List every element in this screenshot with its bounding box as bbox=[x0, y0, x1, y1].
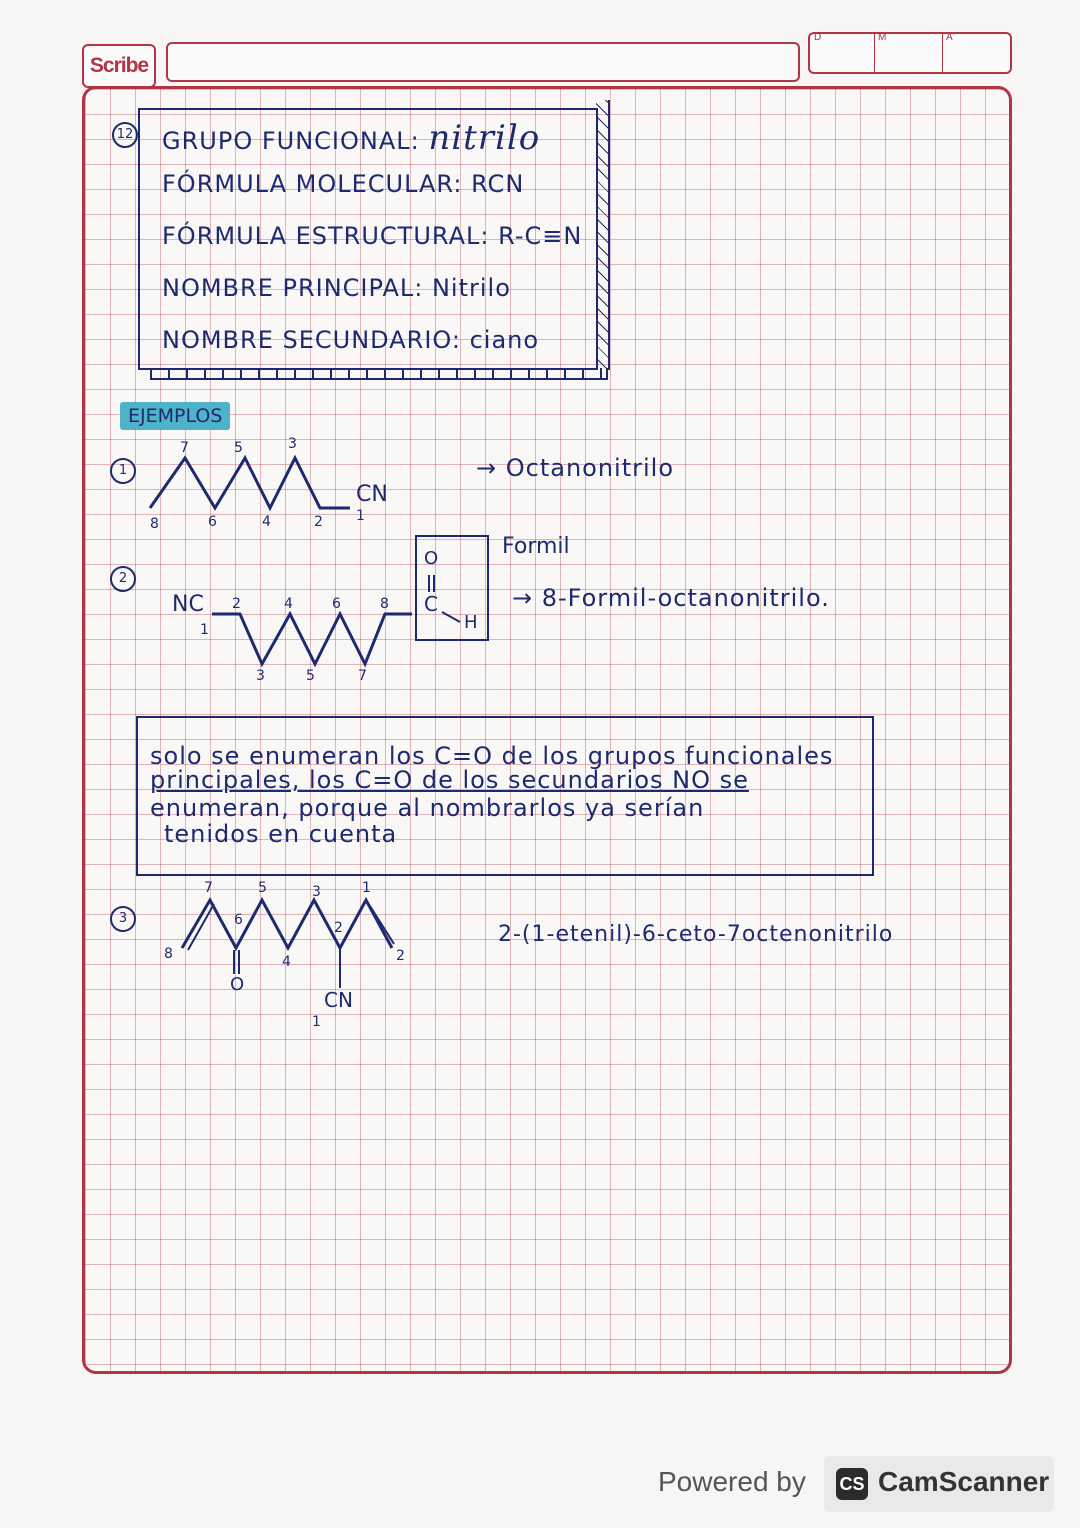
grupo-funcional-line: GRUPO FUNCIONAL: nitrilo bbox=[162, 118, 541, 158]
scribe-logo: Scribe bbox=[82, 44, 156, 88]
formula-molecular-line: FÓRMULA MOLECULAR: RCN bbox=[162, 170, 525, 198]
ex3-label-7: 7 bbox=[204, 880, 213, 896]
ex1-label-4: 4 bbox=[262, 514, 271, 530]
examples-title: EJEMPLOS bbox=[120, 402, 230, 430]
ex1-label-3: 3 bbox=[288, 436, 297, 452]
note-line-3: enumeran, porque al nombrarlos ya serían bbox=[150, 794, 705, 822]
example-1-badge: 1 bbox=[110, 458, 136, 484]
ex2-label-4: 4 bbox=[284, 596, 293, 612]
ex3-label-3: 3 bbox=[312, 884, 321, 900]
ex2-label-3: 3 bbox=[256, 668, 265, 684]
example-2-note: Formil bbox=[502, 534, 570, 559]
date-day-label: D bbox=[814, 32, 822, 43]
ex2-label-1: 1 bbox=[200, 622, 209, 638]
ex2-label-7: 7 bbox=[358, 668, 367, 684]
card-3d-bottom bbox=[150, 368, 608, 380]
formula-estructural-line: FÓRMULA ESTRUCTURAL: R-C≡N bbox=[162, 222, 583, 250]
ex2-label-5: 5 bbox=[306, 668, 315, 684]
ex2-label-8: 8 bbox=[380, 596, 389, 612]
note-line-1: solo se enumeran los C=O de los grupos funcionales bbox=[150, 742, 834, 770]
ex3-label-2b: 2 bbox=[396, 948, 405, 964]
ex1-label-7: 7 bbox=[180, 440, 189, 456]
example-3-badge: 3 bbox=[110, 906, 136, 932]
ex1-label-5: 5 bbox=[234, 440, 243, 456]
ex1-label-2: 2 bbox=[314, 514, 323, 530]
ex3-oxygen: O bbox=[230, 974, 245, 995]
nombre-secundario-line: NOMBRE SECUNDARIO: ciano bbox=[162, 326, 540, 354]
ex1-label-6: 6 bbox=[208, 514, 217, 530]
card-number-badge: 12 bbox=[112, 122, 138, 148]
example-3-name: 2-(1-etenil)-6-ceto-7octenonitrilo bbox=[498, 922, 894, 947]
date-field bbox=[808, 32, 1012, 74]
ex2-nc-group: NC bbox=[172, 592, 204, 617]
note-line-2: principales, los C=O de los secundarios NO se bbox=[150, 766, 749, 794]
note-line-4: tenidos en cuenta bbox=[164, 820, 398, 848]
camscanner-logo-icon: CS bbox=[836, 1468, 868, 1500]
ex3-label-8: 8 bbox=[164, 946, 173, 962]
ex1-label-8: 8 bbox=[150, 516, 159, 532]
ex3-label-4: 4 bbox=[282, 954, 291, 970]
ex3-label-6: 6 bbox=[234, 912, 243, 928]
ex3-label-1: 1 bbox=[362, 880, 371, 896]
card-3d-side bbox=[596, 100, 610, 370]
example-2-badge: 2 bbox=[110, 566, 136, 592]
ex2-carbon: C bbox=[424, 592, 438, 616]
powered-by-text: Powered by bbox=[658, 1466, 806, 1497]
ex2-label-2: 2 bbox=[232, 596, 241, 612]
camscanner-brand: CamScanner bbox=[878, 1466, 1050, 1497]
date-year-label: A bbox=[946, 32, 953, 43]
ex1-label-1: 1 bbox=[356, 508, 365, 524]
ex2-oxygen: O bbox=[424, 548, 439, 569]
ex3-label-2: 2 bbox=[334, 920, 343, 936]
title-field bbox=[166, 42, 800, 82]
date-month-label: M bbox=[878, 32, 887, 43]
ex3-cn-group: CN bbox=[324, 988, 353, 1012]
example-2-name: → 8-Formil-octanonitrilo. bbox=[512, 584, 830, 612]
ex3-label-1b: 1 bbox=[312, 1014, 321, 1030]
ex2-hydrogen: H bbox=[464, 612, 478, 633]
ex2-label-6: 6 bbox=[332, 596, 341, 612]
example-1-name: → Octanonitrilo bbox=[476, 454, 675, 482]
example-3-structure bbox=[0, 0, 1, 1]
ex1-cn-group: CN bbox=[356, 482, 388, 507]
ex3-label-5: 5 bbox=[258, 880, 267, 896]
nombre-principal-line: NOMBRE PRINCIPAL: Nitrilo bbox=[162, 274, 511, 302]
